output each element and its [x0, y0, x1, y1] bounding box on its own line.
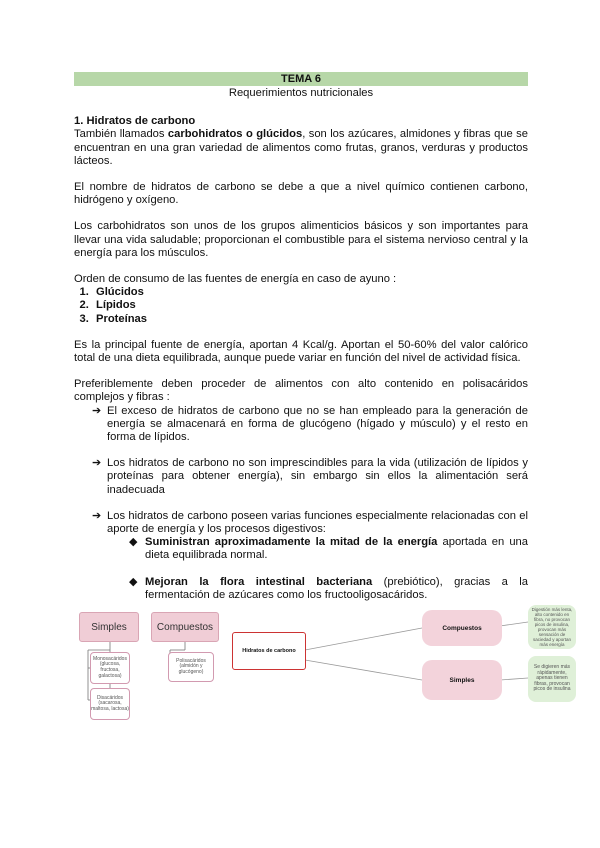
center-box: Hidratos de carbono: [232, 632, 306, 670]
list-item: 2. Lípidos: [92, 299, 528, 312]
simples-box: Simples: [79, 612, 139, 642]
disacaridos-box: Disacáridos (sacarosa, maltosa, lactosa): [90, 688, 130, 720]
paragraph-definition: También llamados carbohidratos o glúcidos, son los azúcares, almidones y fibras que se encuentran en una gran variedad de alimentos como frutas, granos, verduras y productos lácteos.: [74, 128, 528, 167]
diamond-icon: ◆: [129, 575, 138, 588]
list-item: ◆ Mejoran la flora intestinal bacteriana (prebiótico), gracias a la fermentación de azúcares como los fructooligosacáridos.: [129, 575, 528, 601]
arrow-icon: ➔: [92, 404, 102, 417]
monosacaridos-box: Monosacáridos (glucosa, fructosa, galactosa): [90, 652, 130, 684]
list-item: 3. Proteínas: [92, 313, 528, 326]
topic-header: TEMA 6: [74, 72, 528, 86]
section-title: 1. Hidratos de carbono: [74, 115, 196, 128]
arrow-icon: ➔: [92, 509, 102, 522]
diamond-icon: ◆: [129, 536, 138, 549]
paragraph-energy: Es la principal fuente de energía, aportan 4 Kcal/g. Aportan el 50-60% del valor calórico total de una dieta equilibrada, aunque puede variar en función del nivel de actividad física.: [74, 338, 528, 365]
paragraph-name-origin: El nombre de hidratos de carbono se debe a que a nivel químico contienen carbono, hidrógeno y oxígeno.: [74, 181, 528, 207]
paragraph-sources: Preferiblemente deben proceder de alimentos con alto contenido en polisacáridos complejos y fibras :: [74, 378, 528, 404]
order-intro: Orden de consumo de las fuentes de energía en caso de ayuno :: [74, 273, 397, 286]
note-compuestos-box: Digestión más lenta, alto contenido en fibra, no provocan picos de insulina, provocan más sensación de saciedad y aportan más energía: [528, 605, 576, 649]
list-item: 1. Glúcidos: [92, 286, 528, 299]
right-compuestos-box: Compuestos: [422, 610, 502, 646]
polisacaridos-box: Polisacáridos (almidón y glucógeno): [168, 652, 214, 682]
page-subtitle: Requerimientos nutricionales: [228, 87, 374, 99]
list-item: ➔ Los hidratos de carbono no son imprescindibles para la vida (utilización de lípidos y proteínas para obtener energía), sin embargo sin ellos la alimentación será inadecuada: [92, 457, 528, 496]
order-list: [74, 286, 528, 326]
compuestos-box: Compuestos: [151, 612, 219, 642]
note-simples-box: Se digieren más rápidamente, apenas tienen fibras, provocan picos de insulina: [528, 656, 576, 702]
list-item: ◆ Suministran aproximadamente la mitad de la energía aportada en una dieta equilibrada normal.: [129, 536, 528, 562]
arrow-icon: ➔: [92, 457, 102, 470]
paragraph-importance: Los carbohidratos son unos de los grupos alimenticios básicos y son importantes para llevar una vida saludable; proporcionan el combustible para el sistema nervioso central y la energía para los músculos.: [74, 220, 528, 259]
carbohydrate-diagram: [0, 600, 600, 720]
list-item: ➔ El exceso de hidratos de carbono que no se han empleado para la generación de energía se almacenará en forma de glucógeno (hígado y músculo) y el resto en forma de lípidos.: [92, 404, 528, 444]
right-simples-box: Simples: [422, 660, 502, 700]
list-item: ➔ Los hidratos de carbono poseen varias funciones especialmente relacionadas con el aporte de energía y los procesos digestivos:: [92, 509, 528, 536]
